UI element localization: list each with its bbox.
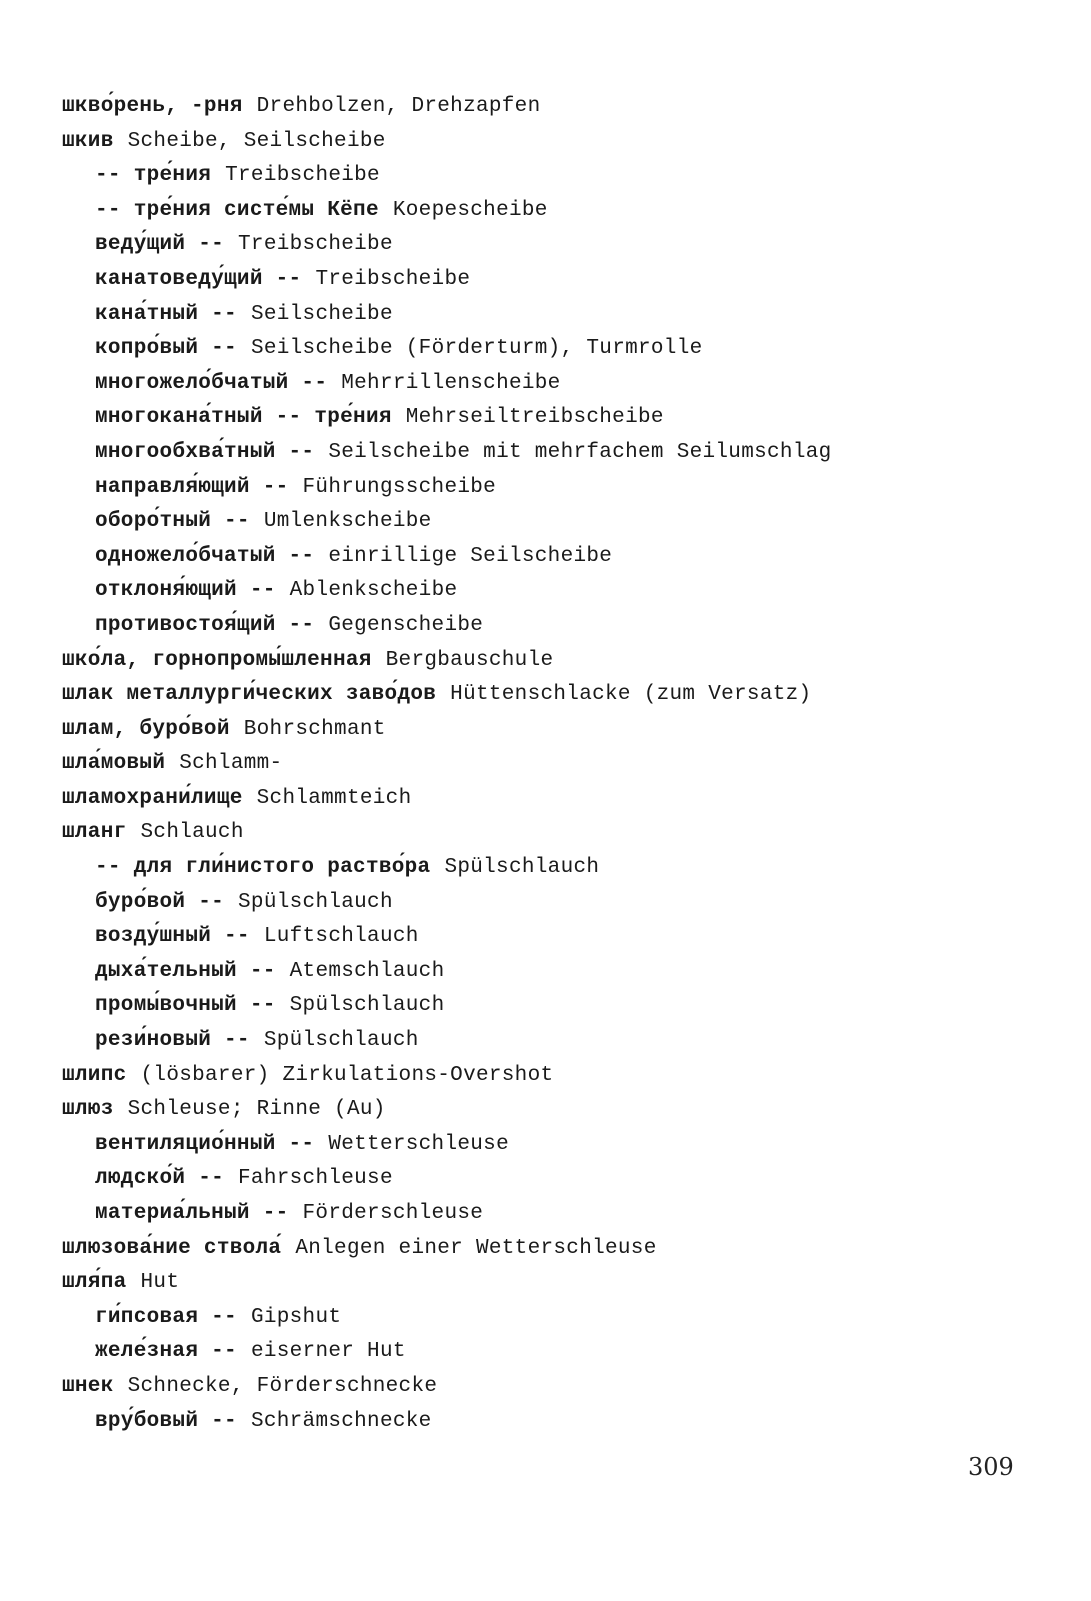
german-translation: Treibscheibe <box>238 233 393 257</box>
russian-term: рези́новый -- <box>95 1029 250 1053</box>
sub-entry <box>62 1301 1052 1336</box>
headword-entry <box>62 713 1052 748</box>
german-translation: Ablenkscheibe <box>289 579 458 603</box>
german-translation: Atemschlauch <box>289 959 445 983</box>
sub-entry <box>62 1162 1052 1197</box>
russian-term: шко́ла, горнопромы́шленная <box>62 648 372 672</box>
russian-term: шламохрани́лище <box>62 786 243 810</box>
russian-term: многообхва́тный -- <box>95 440 315 464</box>
sub-entry <box>62 436 1052 471</box>
russian-term: копро́вый -- <box>95 337 237 361</box>
german-translation: Bergbauschule <box>385 648 554 672</box>
sub-entry <box>62 989 1052 1024</box>
russian-term: шлипс <box>62 1063 127 1087</box>
russian-term: -- для гли́нистого раство́ра <box>95 856 431 880</box>
russian-term: отклоня́ющий -- <box>95 579 276 603</box>
russian-term: шнек <box>62 1374 114 1398</box>
german-translation: Spülschlauch <box>238 890 393 914</box>
german-translation: Bohrschmant <box>243 717 386 741</box>
russian-term: желе́зная -- <box>95 1340 237 1364</box>
headword-entry <box>62 747 1052 782</box>
headword-entry <box>62 1232 1052 1267</box>
russian-term: канатоведу́щий -- <box>95 267 302 291</box>
russian-term: шля́па <box>62 1271 127 1295</box>
sub-entry <box>62 1128 1052 1163</box>
german-translation: Führungsscheibe <box>302 475 497 499</box>
russian-term: дыха́тельный -- <box>95 959 276 983</box>
german-translation: Schleuse; Rinne (Au) <box>127 1098 386 1122</box>
german-translation: Schlamm- <box>179 752 283 776</box>
german-translation: Seilscheibe mit mehrfachem Seilumschlag <box>328 440 832 464</box>
headword-entry <box>62 125 1052 160</box>
sub-entry <box>62 851 1052 886</box>
sub-entry <box>62 886 1052 921</box>
sub-entry <box>62 540 1052 575</box>
german-translation: Hut <box>140 1271 180 1295</box>
headword-entry <box>62 782 1052 817</box>
german-translation: Anlegen einer Wetterschleuse <box>295 1236 657 1260</box>
russian-term: кана́тный -- <box>95 302 237 326</box>
german-translation: Treibscheibe <box>315 267 471 291</box>
german-translation: Gegenscheibe <box>328 613 484 637</box>
headword-entry <box>62 1093 1052 1128</box>
german-translation: Spülschlauch <box>444 856 600 880</box>
sub-entry <box>62 609 1052 644</box>
german-translation: Wetterschleuse <box>328 1132 509 1156</box>
sub-entry <box>62 1335 1052 1370</box>
german-translation: Luftschlauch <box>263 925 419 949</box>
russian-term: вру́бовый -- <box>95 1409 237 1433</box>
russian-term: многожело́бчатый -- <box>95 371 328 395</box>
sub-entry <box>62 955 1052 990</box>
russian-term: материа́льный -- <box>95 1202 289 1225</box>
sub-entry <box>62 1405 1052 1440</box>
german-translation: Koepescheibe <box>392 198 548 222</box>
headword-entry <box>62 90 1052 125</box>
sub-entry <box>62 298 1052 333</box>
russian-term: промы́вочный -- <box>95 994 276 1018</box>
german-translation: Seilscheibe (Förderturm), Turmrolle <box>250 337 703 361</box>
sub-entry <box>62 194 1052 229</box>
german-translation: Schnecke, Förderschnecke <box>127 1374 438 1398</box>
german-translation: Scheibe, Seilscheibe <box>127 129 386 153</box>
sub-entry <box>62 159 1052 194</box>
german-translation: Schlauch <box>140 821 244 845</box>
german-translation: Treibscheibe <box>225 164 380 188</box>
german-translation: Mehrseiltreibscheibe <box>405 406 664 430</box>
sub-entry <box>62 574 1052 609</box>
sub-entry <box>62 332 1052 367</box>
russian-term: -- тре́ния <box>95 164 212 188</box>
russian-term: направля́ющий -- <box>95 475 289 499</box>
russian-term: оборо́тный -- <box>95 510 250 534</box>
headword-entry <box>62 644 1052 679</box>
sub-entry <box>62 263 1052 298</box>
russian-term: вентиляцио́нный -- <box>95 1132 315 1156</box>
sub-entry <box>62 367 1052 402</box>
german-translation: Förderschleuse <box>302 1202 484 1225</box>
sub-entry <box>62 228 1052 263</box>
sub-entry <box>62 1197 1052 1232</box>
german-translation: eiserner Hut <box>250 1340 406 1364</box>
sub-entry <box>62 505 1052 540</box>
headword-entry <box>62 678 1052 713</box>
german-translation: Umlenkscheibe <box>263 510 432 534</box>
russian-term: буро́вой -- <box>95 890 225 914</box>
headword-entry <box>62 1059 1052 1094</box>
german-translation: Fahrschleuse <box>238 1167 393 1191</box>
russian-term: шлюзова́ние ствола́ <box>62 1236 282 1260</box>
russian-term: многокана́тный -- тре́ния <box>95 406 392 430</box>
sub-entry <box>62 1024 1052 1059</box>
german-translation: (lösbarer) Zirkulations-Overshot <box>140 1063 554 1087</box>
russian-term: шла́мовый <box>62 752 166 776</box>
russian-term: людско́й -- <box>95 1167 225 1191</box>
russian-term: шкив <box>62 129 114 153</box>
russian-term: шланг <box>62 821 127 845</box>
german-translation: Schlammteich <box>256 786 412 810</box>
russian-term: шлюз <box>62 1098 114 1122</box>
german-translation: Schrämschnecke <box>250 1409 432 1433</box>
german-translation: Gipshut <box>250 1305 342 1329</box>
german-translation: Seilscheibe <box>250 302 393 326</box>
german-translation: Spülschlauch <box>289 994 445 1018</box>
headword-entry <box>62 1370 1052 1405</box>
headword-entry <box>62 1266 1052 1301</box>
german-translation: Drehbolzen, Drehzapfen <box>256 95 541 118</box>
russian-term: шкво́рень, -рня <box>62 95 243 118</box>
russian-term: веду́щий -- <box>95 233 225 257</box>
russian-term: одножело́бчатый -- <box>95 544 315 568</box>
entry-list <box>62 90 1052 1439</box>
sub-entry <box>62 401 1052 436</box>
sub-entry <box>62 471 1052 506</box>
sub-entry <box>62 920 1052 955</box>
russian-term: шлам, буро́вой <box>62 717 230 741</box>
german-translation: einrillige Seilscheibe <box>328 544 613 568</box>
german-translation: Hüttenschlacke (zum Versatz) <box>450 683 812 707</box>
russian-term: возду́шный -- <box>95 925 250 949</box>
german-translation: Mehrrillenscheibe <box>341 371 561 395</box>
russian-term: шлак металлурги́ческих заво́дов <box>62 683 437 707</box>
russian-term: противостоя́щий -- <box>95 613 315 637</box>
headword-entry <box>62 816 1052 851</box>
russian-term: ги́псовая -- <box>95 1305 237 1329</box>
page-number: 309 <box>968 1453 1014 1481</box>
russian-term: -- тре́ния систе́мы Кёпе <box>95 198 379 222</box>
german-translation: Spülschlauch <box>263 1029 419 1053</box>
